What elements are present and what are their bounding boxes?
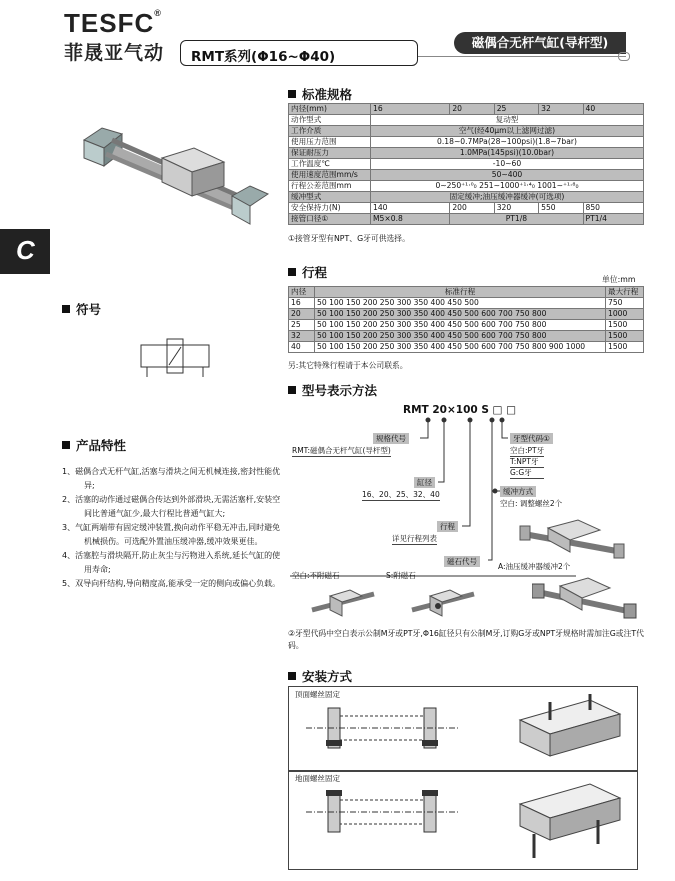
stroke-cell: 1500	[606, 342, 644, 353]
spec-value: 50~400	[371, 170, 644, 181]
header-ornament	[618, 52, 630, 61]
spec-value: M5×0.8	[371, 214, 450, 225]
thread-item: 空白:PT牙	[510, 446, 545, 455]
bottom-mount-3d	[500, 774, 630, 868]
stroke-cell: 1500	[606, 331, 644, 342]
bore-tag: 缸径	[414, 477, 435, 488]
stroke-cell: 25	[289, 320, 315, 331]
stroke-note: 另:其它特殊行程请于本公司联系。	[288, 361, 408, 370]
side-tab: C	[0, 229, 50, 274]
stroke-tag: 行程	[437, 521, 458, 532]
stroke-unit: 单位:mm	[602, 275, 636, 284]
spec-header-cell: 40	[583, 104, 644, 115]
spec-table	[288, 103, 644, 225]
header-rule	[404, 56, 626, 57]
model-heading: 型号表示方法	[288, 381, 377, 399]
mounting-top-label: 顶面螺丝固定	[295, 690, 340, 699]
thread-tag: 牙型代码①	[510, 433, 553, 444]
feature-item: 1、磁偶合式无杆气缸,活塞与滑块之间无机械连接,密封性能优异;	[62, 467, 281, 490]
spec-heading: 标准规格	[288, 85, 352, 103]
stroke-cell: 1500	[606, 320, 644, 331]
spec-value: 140	[371, 203, 450, 214]
cylinder-symbol	[135, 335, 215, 380]
series-code-text: RMT:磁偶合无杆气缸(导杆型)	[292, 446, 391, 455]
spec-value: 固定缓冲;油压缓冲器缓冲(可选项)	[371, 192, 644, 203]
stroke-table	[288, 286, 644, 353]
thread-list	[510, 446, 544, 479]
stroke-cell: 50 100 150 200 250 300 350 400 450 500	[315, 298, 606, 309]
model-code: RMT 20×100 S □ □	[403, 404, 517, 416]
spec-note: ①接管牙型有NPT、G牙可供选择。	[288, 234, 410, 243]
stroke-cell: 50 100 150 200 250 300 350 400 450 500 600 700 750 800	[315, 331, 606, 342]
feature-item: 3、气缸两端带有固定缓冲装置,换向动作平稳无冲击,同时避免机械损伤。可选配外置油压缓冲器,缓冲效果更佳。	[62, 523, 281, 546]
feature-item: 4、活塞腔与滑块隔开,防止灰尘与污物进入系统,延长气缸的使用寿命;	[62, 551, 281, 574]
spec-header-cell: 16	[371, 104, 450, 115]
spec-value: 320	[494, 203, 538, 214]
spec-header-cell: 内径(mm)	[289, 104, 371, 115]
magnet-s: S:附磁石	[386, 571, 416, 580]
spec-value: 550	[539, 203, 583, 214]
stroke-cell: 50 100 150 200 250 300 350 400 450 500 600 700 750 800 900 1000	[315, 342, 606, 353]
brand-logo-cn: 菲晟亚气动	[64, 42, 165, 64]
stroke-cell: 750	[606, 298, 644, 309]
feature-item: 5、双导向杆结构,导向精度高,能承受一定的侧向或偏心负载。	[62, 579, 281, 588]
stroke-cell: 50 100 150 200 250 300 350 400 450 500 600 700 750 800	[315, 309, 606, 320]
brand-logo-en: TESFC®	[64, 8, 162, 38]
spec-header-cell: 32	[539, 104, 583, 115]
spec-value: 0.18~0.7MPa(28~100psi)(1.8~7bar)	[371, 137, 644, 148]
thread-item: T:NPT牙	[510, 457, 544, 468]
spec-label: 使用速度范围mm/s	[289, 170, 371, 181]
mounting-bottom-label: 地面螺丝固定	[295, 774, 340, 783]
cushion-tag: 缓冲方式	[500, 486, 536, 497]
top-mount-drawing	[298, 700, 468, 758]
feature-item: 2、活塞的动作通过磁偶合传达到外部滑块,无需活塞杆,安装空间比普通气缸少,最大行程比普通气缸大;	[62, 495, 281, 518]
thread-item: G:G牙	[510, 468, 544, 479]
spec-label: 保证耐压力	[289, 148, 371, 159]
stroke-cell: 20	[289, 309, 315, 320]
spec-label: 安全保持力(N)	[289, 203, 371, 214]
top-mount-3d	[500, 690, 630, 768]
spec-header-cell: 20	[450, 104, 494, 115]
stroke-cell: 16	[289, 298, 315, 309]
spec-label: 工作介质	[289, 126, 371, 137]
spec-label: 缓冲型式	[289, 192, 371, 203]
features-heading: 产品特性	[62, 436, 126, 454]
spec-value: PT1/4	[583, 214, 644, 225]
no-magnet-illustration	[308, 582, 378, 624]
cushion-blank: 空白: 调整螺丝2个	[500, 499, 563, 508]
cushion-a: A:油压缓冲器缓冲2个	[498, 562, 571, 571]
stroke-text: 详见行程列表	[392, 534, 437, 543]
spec-value: 850	[583, 203, 644, 214]
stroke-cell: 1000	[606, 309, 644, 320]
stroke-cell: 40	[289, 342, 315, 353]
mounting-heading: 安装方式	[288, 667, 352, 685]
adjust-screw-illustration	[518, 512, 628, 560]
spec-label: 使用压力范围	[289, 137, 371, 148]
stroke-header-cell: 标准行程	[315, 287, 606, 298]
magnet-illustration	[408, 582, 478, 624]
stroke-cell: 50 100 150 200 250 300 350 400 450 500 600 700 750 800	[315, 320, 606, 331]
bore-text: 16、20、25、32、40	[362, 490, 440, 499]
stroke-cell: 32	[289, 331, 315, 342]
spec-value: -10~60	[371, 159, 644, 170]
bottom-mount-drawing	[298, 784, 468, 842]
stroke-header-cell: 内径	[289, 287, 315, 298]
series-title: RMT系列(Φ16~Φ40)	[180, 40, 418, 66]
spec-label: 接管口径①	[289, 214, 371, 225]
spec-value: 复动型	[371, 115, 644, 126]
magnet-tag: 磁石代号	[444, 556, 480, 567]
spec-label: 工作温度℃	[289, 159, 371, 170]
shock-absorber-illustration	[532, 572, 637, 622]
magnet-none: 空白:不附磁石	[292, 571, 340, 580]
spec-value: 0~250⁺¹·⁰₀ 251~1000⁺¹·⁴₀ 1001~⁺¹·⁸₀	[371, 181, 644, 192]
stroke-header-cell: 最大行程	[606, 287, 644, 298]
spec-value: 200	[450, 203, 494, 214]
cylinder-product-image	[62, 110, 272, 230]
spec-value: PT1/8	[450, 214, 583, 225]
series-code-tag: 规格代号	[373, 433, 409, 444]
spec-value: 空气(经40μm以上滤网过滤)	[371, 126, 644, 137]
spec-label: 行程公差范围mm	[289, 181, 371, 192]
stroke-heading: 行程	[288, 263, 327, 281]
product-title: 磁偶合无杆气缸(导杆型)	[454, 32, 626, 54]
spec-header-cell: 25	[494, 104, 538, 115]
model-note: ②牙型代码中空白表示公制M牙或PT牙,Φ16缸径只有公制M牙,订购G牙或NPT牙规格时需加注G或注T代码。	[288, 629, 644, 650]
features-list	[62, 465, 282, 591]
spec-label: 动作型式	[289, 115, 371, 126]
symbol-heading: 符号	[62, 300, 101, 318]
spec-value: 1.0MPa(145psi)(10.0bar)	[371, 148, 644, 159]
